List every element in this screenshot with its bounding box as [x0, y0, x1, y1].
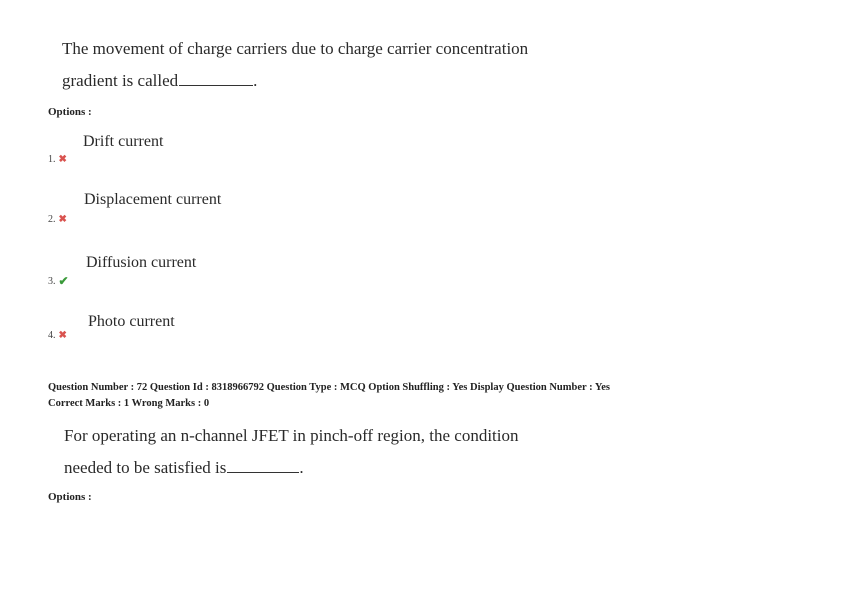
cross-icon: ✖: [58, 329, 67, 341]
question-72-text-period: .: [299, 458, 304, 477]
options-label-2: Options :: [48, 491, 92, 503]
question-text-line-1: The movement of charge carriers due to charge carrier concentration: [62, 39, 529, 58]
options-label: Options :: [48, 106, 92, 118]
option-2-text: Displacement current: [84, 191, 222, 208]
option-4-marker: [48, 330, 67, 341]
option-2-marker: [48, 214, 67, 225]
question-text-line-2-content: gradient is called: [62, 71, 179, 90]
option-2-number: 2.: [48, 214, 56, 225]
option-4-text: Photo current: [88, 313, 175, 330]
question-72-text-line-2: [64, 458, 304, 478]
option-3-text: Diffusion current: [86, 254, 197, 271]
check-icon: ✔: [58, 274, 69, 288]
option-3-marker: [48, 275, 69, 287]
question-meta-line-1: Question Number : 72 Question Id : 8318966792 Question Type : MCQ Option Shuffling : Yes Display Question Number : Yes: [48, 382, 611, 393]
question-72-text-line-1: For operating an n-channel JFET in pinch-off region, the condition: [64, 426, 519, 445]
option-1-marker: [48, 154, 67, 165]
question-meta-line-2: Correct Marks : 1 Wrong Marks : 0: [48, 398, 210, 409]
question-text-period: .: [253, 71, 258, 90]
cross-icon: ✖: [58, 153, 67, 165]
option-1-number: 1.: [48, 154, 56, 165]
option-1-text: Drift current: [83, 133, 164, 150]
question-72-text-line-2-content: needed to be satisfied is: [64, 458, 227, 477]
answer-blank: [227, 471, 299, 473]
cross-icon: ✖: [58, 213, 67, 225]
answer-blank: [179, 84, 253, 86]
option-3-number: 3.: [48, 275, 56, 287]
question-text-line-2: [62, 71, 257, 91]
option-4-number: 4.: [48, 330, 56, 341]
